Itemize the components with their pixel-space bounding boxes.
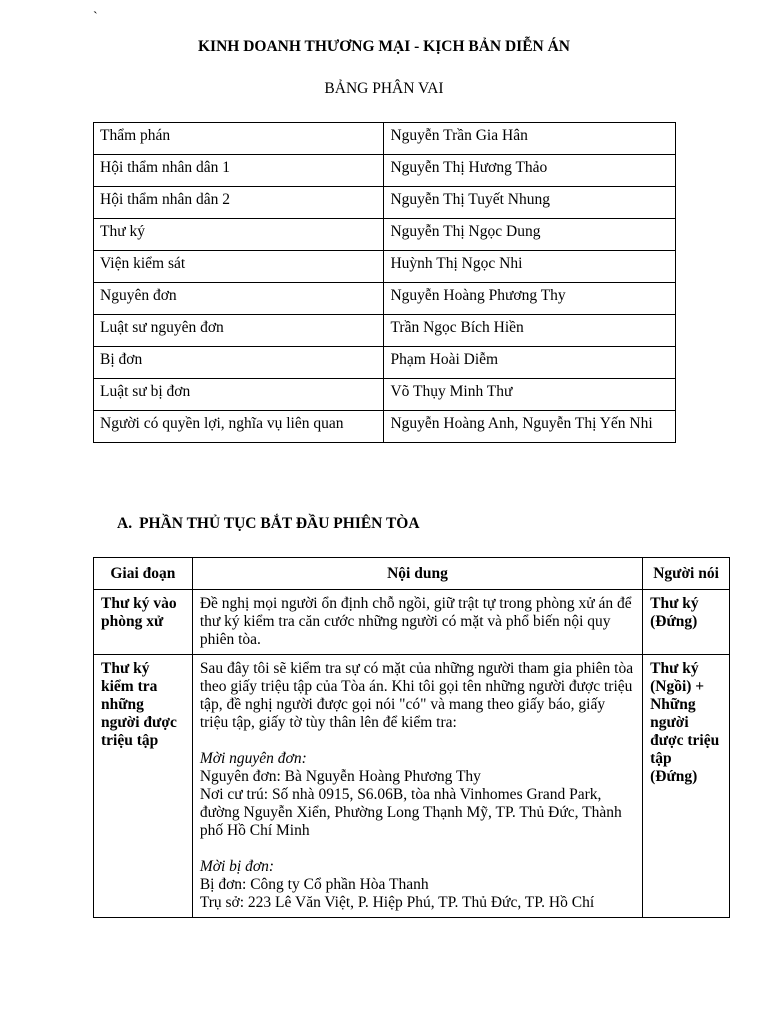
role-row: [94, 411, 676, 443]
stage-cell: Thư ký vào phòng xử: [94, 590, 193, 655]
actor-name-cell: Võ Thụy Minh Thư: [384, 379, 676, 411]
role-row: [94, 283, 676, 315]
role-cell: Hội thẩm nhân dân 2: [94, 187, 384, 219]
role-row: [94, 219, 676, 251]
role-cell: Thư ký: [94, 219, 384, 251]
role-cell: Bị đơn: [94, 347, 384, 379]
role-table-body: [94, 123, 676, 443]
plaintiff-call: Mời nguyên đơn:: [199, 750, 307, 767]
defendant-address: Trụ sở: 223 Lê Văn Việt, P. Hiệp Phú, TP. Thủ Đức, TP. Hồ Chí: [199, 894, 595, 911]
stage-cell: Thư ký kiểm tra những người được triệu tập: [94, 655, 193, 918]
procedure-row: [94, 590, 730, 655]
role-cell: Luật sư nguyên đơn: [94, 315, 384, 347]
procedure-header-row: [94, 558, 730, 590]
header-content: Nội dung: [192, 558, 642, 590]
actor-name-cell: Huỳnh Thị Ngọc Nhi: [384, 251, 676, 283]
plaintiff-name: Nguyên đơn: Bà Nguyễn Hoàng Phương Thy: [199, 768, 481, 785]
section-number: A.: [117, 515, 133, 532]
content-cell: Đề nghị mọi người ổn định chỗ ngồi, giữ trật tự trong phòng xử án để thư ký kiểm tra căn cước những người có mặt và phổ biến nội quy phiên tòa.: [192, 590, 642, 655]
defendant-call: Mời bị đơn:: [199, 858, 275, 875]
role-row: [94, 123, 676, 155]
header-speaker: Người nói: [643, 558, 730, 590]
plaintiff-address: Nơi cư trú: Số nhà 0915, S6.06B, tòa nhà Vinhomes Grand Park, đường Nguyễn Xiển, Phường Long Thạnh Mỹ, TP. Thủ Đức, Thành phố Hồ Chí Minh: [199, 786, 622, 839]
role-table-title: BẢNG PHÂN VAI: [324, 80, 444, 97]
actor-name-cell: Nguyễn Hoàng Phương Thy: [384, 283, 676, 315]
role-cell: Hội thẩm nhân dân 1: [94, 155, 384, 187]
role-cell: Thẩm phán: [94, 123, 384, 155]
procedure-row: [94, 655, 730, 918]
header-stage: Giai đoạn: [94, 558, 193, 590]
speaker-cell: Thư ký (Ngồi) + Những người được triệu tập (Đứng): [643, 655, 730, 918]
content-cell: [192, 655, 642, 918]
role-row: [94, 347, 676, 379]
role-cell: Viện kiểm sát: [94, 251, 384, 283]
actor-name-cell: Phạm Hoài Diễm: [384, 347, 676, 379]
role-row: [94, 155, 676, 187]
actor-name-cell: Nguyễn Trần Gia Hân: [384, 123, 676, 155]
role-table: [93, 122, 676, 443]
role-row: [94, 379, 676, 411]
actor-name-cell: Trần Ngọc Bích Hiền: [384, 315, 676, 347]
corner-mark: `: [93, 10, 98, 25]
check-intro: Sau đây tôi sẽ kiểm tra sự có mặt của những người tham gia phiên tòa theo giấy triệu tập của Tòa án. Khi tôi gọi tên những người được triệu tập, đề nghị người được gọi nói "có" và mang theo giấy báo, giấy triệu tập, giấy tờ tùy thân lên để kiểm tra:: [199, 660, 634, 731]
actor-name-cell: Nguyễn Thị Tuyết Nhung: [384, 187, 676, 219]
speaker-cell: Thư ký (Đứng): [643, 590, 730, 655]
role-cell: Nguyên đơn: [94, 283, 384, 315]
role-cell: Luật sư bị đơn: [94, 379, 384, 411]
defendant-name: Bị đơn: Công ty Cổ phần Hòa Thanh: [199, 876, 429, 893]
role-row: [94, 315, 676, 347]
role-row: [94, 187, 676, 219]
section-heading: [117, 515, 420, 533]
document-title: KINH DOANH THƯƠNG MẠI - KỊCH BẢN DIỄN ÁN: [197, 38, 570, 55]
actor-name-cell: Nguyễn Thị Hương Thảo: [384, 155, 676, 187]
procedure-table: [93, 557, 730, 918]
section-title: PHẦN THỦ TỤC BẮT ĐẦU PHIÊN TÒA: [139, 515, 420, 532]
role-cell: Người có quyền lợi, nghĩa vụ liên quan: [94, 411, 384, 443]
role-row: [94, 251, 676, 283]
actor-name-cell: Nguyễn Thị Ngọc Dung: [384, 219, 676, 251]
actor-name-cell: Nguyễn Hoàng Anh, Nguyễn Thị Yến Nhi: [384, 411, 676, 443]
